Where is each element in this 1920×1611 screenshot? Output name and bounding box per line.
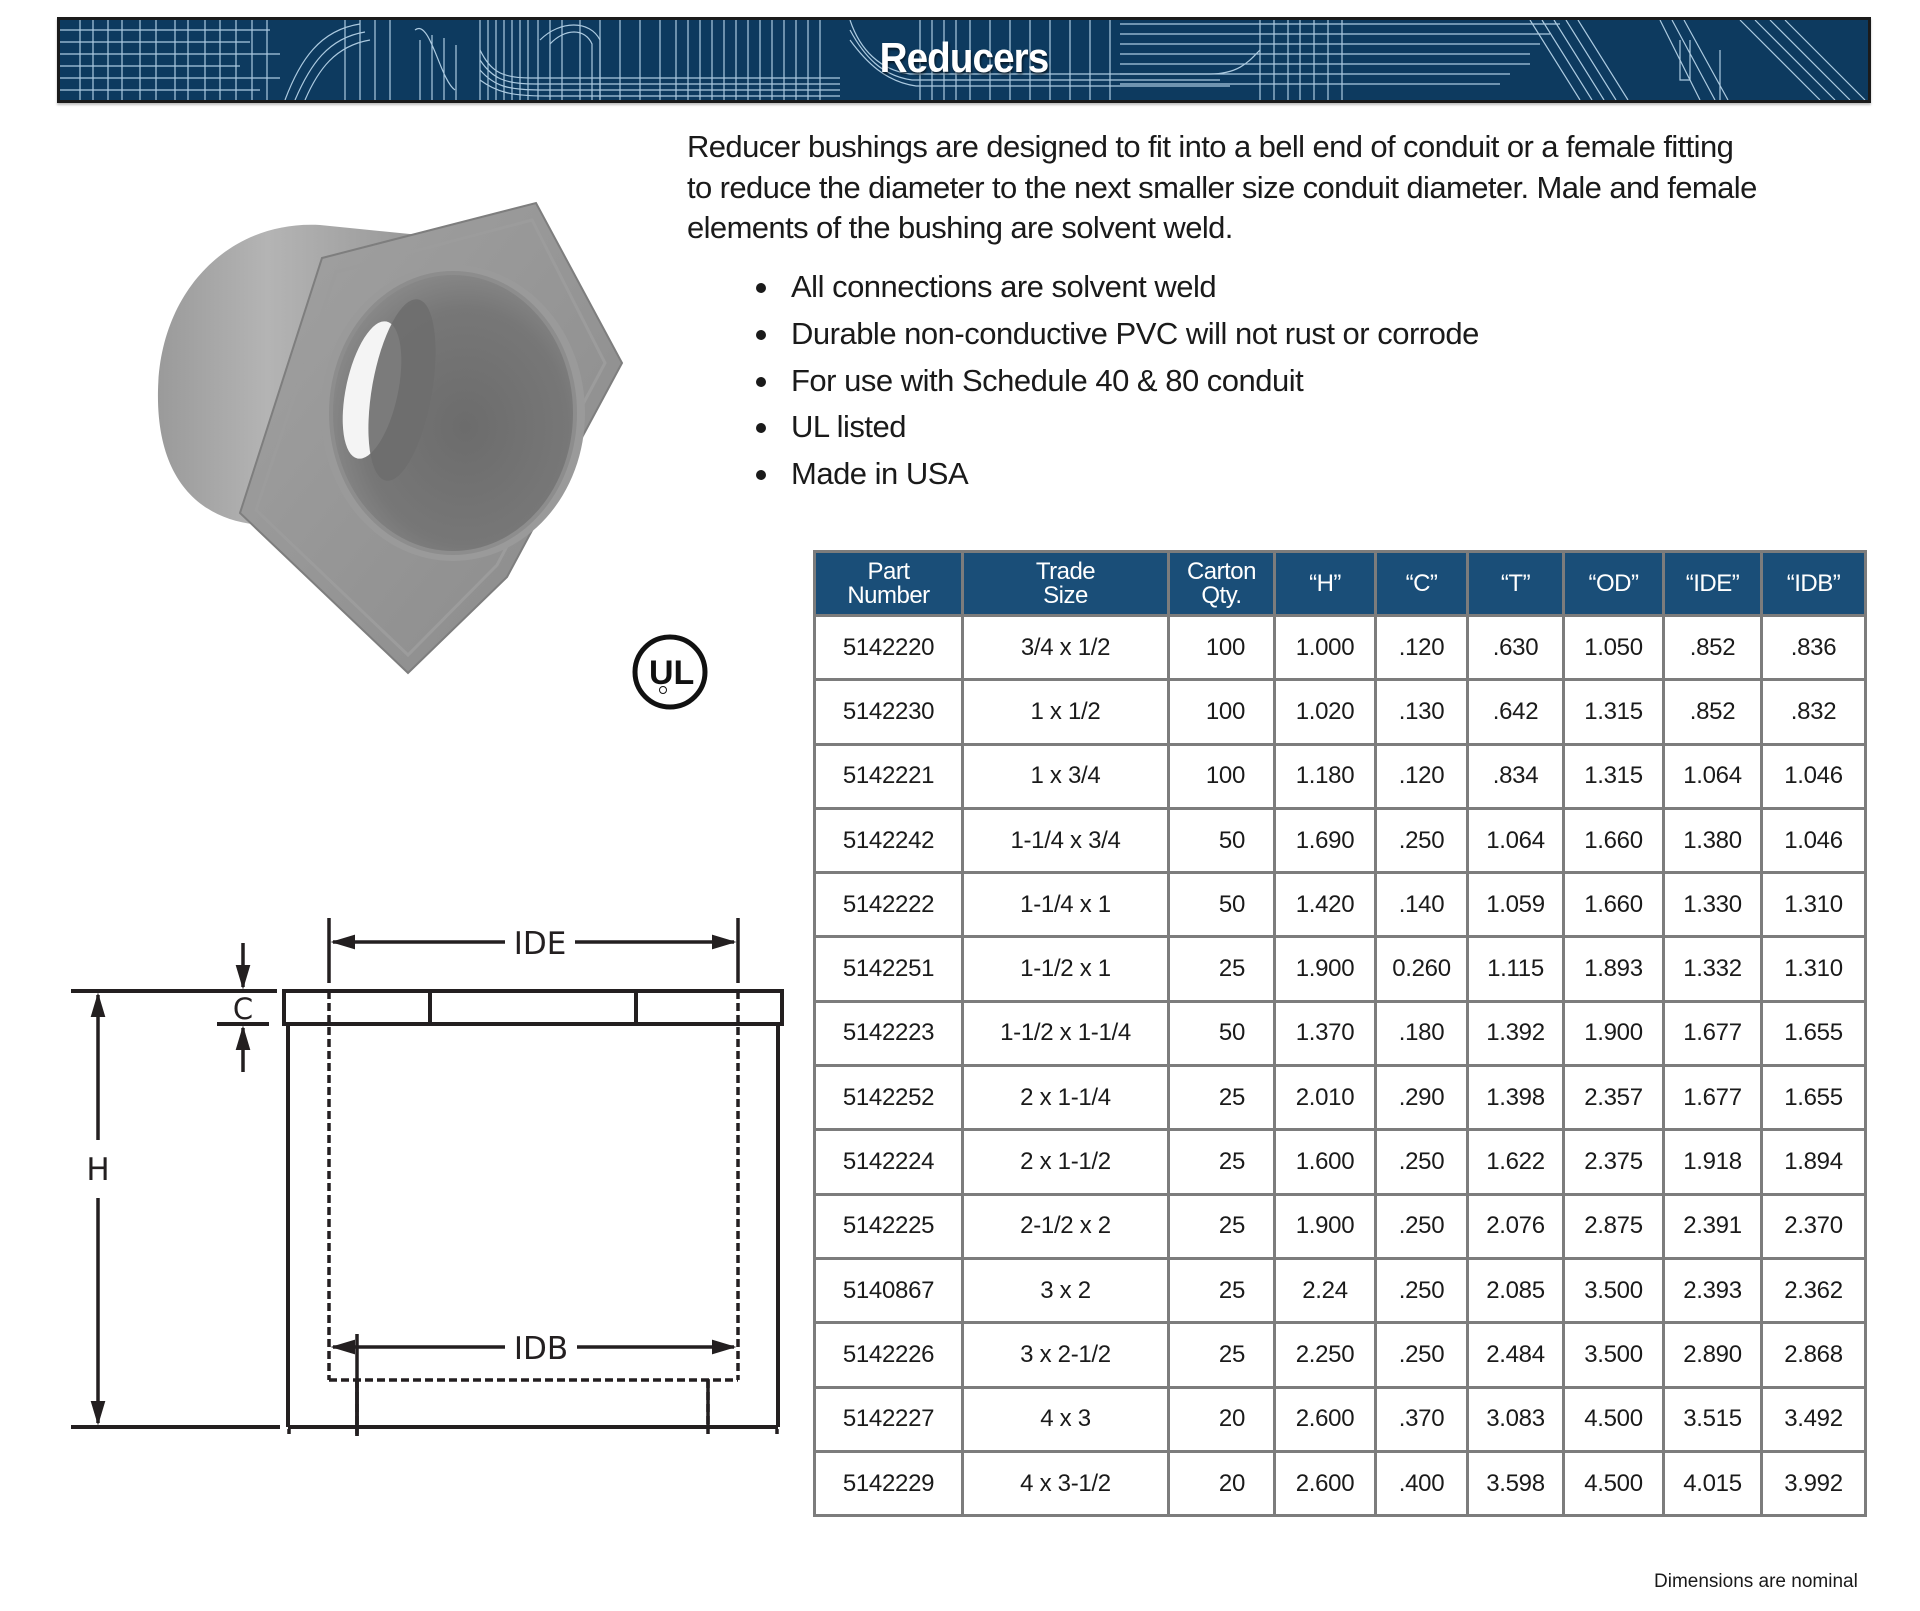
cell-part-number: 5142229 [815,1451,963,1515]
table-row [815,680,1866,744]
col-header-carton-qty: Carton Qty. [1169,552,1275,616]
cell-carton-qty: 50 [1169,1001,1275,1065]
cell-h: 1.370 [1275,1001,1376,1065]
cell-c: .370 [1376,1387,1468,1451]
cell-c: .120 [1376,616,1468,680]
table-row [815,616,1866,680]
cell-part-number: 5142223 [815,1001,963,1065]
cell-carton-qty: 25 [1169,1323,1275,1387]
label-idb: IDB [513,1331,569,1367]
cell-od: 1.900 [1564,1001,1664,1065]
cell-trade-size: 1 x 3/4 [963,744,1169,808]
cell-h: 1.900 [1275,937,1376,1001]
product-photo-reducer-bushing [140,180,660,680]
cell-part-number: 5142226 [815,1323,963,1387]
cell-carton-qty: 25 [1169,1066,1275,1130]
table-row [815,1387,1866,1451]
cell-h: 2.010 [1275,1066,1376,1130]
cell-part-number: 5142225 [815,1194,963,1258]
table-row [815,744,1866,808]
cell-ide: .852 [1664,616,1762,680]
cell-od: 2.375 [1564,1130,1664,1194]
col-header-h: “H” [1275,552,1376,616]
cell-c: .250 [1376,1194,1468,1258]
cell-trade-size: 1-1/2 x 1-1/4 [963,1001,1169,1065]
section-banner [57,17,1871,103]
cell-carton-qty: 25 [1169,1258,1275,1322]
cell-idb: 1.310 [1762,937,1866,1001]
cell-c: .140 [1376,873,1468,937]
cell-c: 0.260 [1376,937,1468,1001]
t-od-dimensions [270,1300,810,1435]
cell-ide: 1.380 [1664,808,1762,872]
cell-idb: 2.370 [1762,1194,1866,1258]
cell-ide: 1.677 [1664,1066,1762,1130]
feature-item: Durable non-conductive PVC will not rust or corrode [705,311,1479,358]
cell-od: 4.500 [1564,1451,1664,1515]
cell-od: 2.357 [1564,1066,1664,1130]
cell-c: .400 [1376,1451,1468,1515]
col-header-part-number: Part Number [815,552,963,616]
cell-trade-size: 1-1/4 x 3/4 [963,808,1169,872]
cell-trade-size: 4 x 3-1/2 [963,1451,1169,1515]
cell-ide: 4.015 [1664,1451,1762,1515]
table-row [815,1323,1866,1387]
table-row [815,937,1866,1001]
cell-t: .642 [1468,680,1564,744]
cell-part-number: 5140867 [815,1258,963,1322]
cell-trade-size: 1 x 1/2 [963,680,1169,744]
cell-trade-size: 3 x 2 [963,1258,1169,1322]
cell-od: 1.660 [1564,808,1664,872]
cell-od: 3.500 [1564,1323,1664,1387]
cell-trade-size: 1-1/2 x 1 [963,937,1169,1001]
cell-t: .834 [1468,744,1564,808]
cell-h: 1.420 [1275,873,1376,937]
ul-listed-logo-icon [630,632,710,712]
cell-t: 3.083 [1468,1387,1564,1451]
cell-part-number: 5142222 [815,873,963,937]
cell-h: 1.600 [1275,1130,1376,1194]
cell-c: .250 [1376,808,1468,872]
spec-table [813,550,1867,1517]
cell-idb: 1.655 [1762,1001,1866,1065]
cell-h: 2.24 [1275,1258,1376,1322]
feature-list [705,264,1479,498]
cell-carton-qty: 50 [1169,808,1275,872]
dimensions-footnote: Dimensions are nominal [1654,1571,1858,1592]
cell-carton-qty: 25 [1169,1194,1275,1258]
cell-idb: 1.894 [1762,1130,1866,1194]
cell-trade-size: 2 x 1-1/2 [963,1130,1169,1194]
cell-part-number: 5142242 [815,808,963,872]
cell-part-number: 5142227 [815,1387,963,1451]
cell-t: 1.622 [1468,1130,1564,1194]
description-line: elements of the bushing are solvent weld. [687,210,1233,245]
cell-c: .290 [1376,1066,1468,1130]
cell-t: 1.398 [1468,1066,1564,1130]
cell-h: 1.000 [1275,616,1376,680]
feature-item: UL listed [705,404,1479,451]
bullet-icon [756,470,766,480]
cell-trade-size: 1-1/4 x 1 [963,873,1169,937]
col-header-od: “OD” [1564,552,1664,616]
cell-t: 1.115 [1468,937,1564,1001]
svg-text:UL: UL [649,654,695,692]
feature-item: All connections are solvent weld [705,264,1479,311]
cell-od: 1.050 [1564,616,1664,680]
cell-h: 1.690 [1275,808,1376,872]
cell-t: 1.064 [1468,808,1564,872]
cell-ide: 1.918 [1664,1130,1762,1194]
bullet-icon [756,423,766,433]
cell-c: .250 [1376,1258,1468,1322]
table-row [815,873,1866,937]
col-header-t: “T” [1468,552,1564,616]
cell-trade-size: 2-1/2 x 2 [963,1194,1169,1258]
cell-carton-qty: 100 [1169,744,1275,808]
cell-c: .180 [1376,1001,1468,1065]
feature-item: For use with Schedule 40 & 80 conduit [705,358,1479,405]
table-row [815,1001,1866,1065]
cell-idb: 2.362 [1762,1258,1866,1322]
dimension-diagram-footer [250,1432,810,1611]
col-header-ide: “IDE” [1664,552,1762,616]
cell-ide: 2.391 [1664,1194,1762,1258]
feature-item: Made in USA [705,451,1479,498]
table-body [815,616,1866,1516]
cell-od: 1.315 [1564,744,1664,808]
cell-t: 1.392 [1468,1001,1564,1065]
table-row [815,1194,1866,1258]
cell-carton-qty: 50 [1169,873,1275,937]
cell-part-number: 5142251 [815,937,963,1001]
cell-od: 1.660 [1564,873,1664,937]
cell-od: 1.315 [1564,680,1664,744]
cell-c: .250 [1376,1130,1468,1194]
cell-idb: .832 [1762,680,1866,744]
cell-ide: 3.515 [1664,1387,1762,1451]
cell-h: 1.180 [1275,744,1376,808]
cell-ide: .852 [1664,680,1762,744]
cell-c: .130 [1376,680,1468,744]
cell-t: .630 [1468,616,1564,680]
table-header-row [815,552,1866,616]
cell-c: .250 [1376,1323,1468,1387]
cell-trade-size: 3 x 2-1/2 [963,1323,1169,1387]
col-header-trade-size: Trade Size [963,552,1169,616]
cell-ide: 1.330 [1664,873,1762,937]
cell-t: 3.598 [1468,1451,1564,1515]
cell-od: 3.500 [1564,1258,1664,1322]
cell-t: 2.085 [1468,1258,1564,1322]
col-header-idb: “IDB” [1762,552,1866,616]
cell-idb: 3.492 [1762,1387,1866,1451]
page-title: Reducers [879,34,1049,81]
cell-part-number: 5142252 [815,1066,963,1130]
cell-ide: 1.677 [1664,1001,1762,1065]
cell-ide: 1.064 [1664,744,1762,808]
cell-idb: 3.992 [1762,1451,1866,1515]
description-line: to reduce the diameter to the next smaller size conduit diameter. Male and female [687,169,1757,205]
cell-carton-qty: 25 [1169,1130,1275,1194]
cell-idb: 1.655 [1762,1066,1866,1130]
cell-trade-size: 4 x 3 [963,1387,1169,1451]
bullet-icon [756,377,766,387]
cell-idb: 1.310 [1762,873,1866,937]
cell-od: 4.500 [1564,1387,1664,1451]
cell-part-number: 5142221 [815,744,963,808]
col-header-c: “C” [1376,552,1468,616]
cell-t: 2.076 [1468,1194,1564,1258]
label-h: H [86,1152,110,1188]
cell-h: 1.020 [1275,680,1376,744]
table-row [815,808,1866,872]
cell-od: 1.893 [1564,937,1664,1001]
cell-c: .120 [1376,744,1468,808]
cell-h: 2.250 [1275,1323,1376,1387]
cell-carton-qty: 25 [1169,937,1275,1001]
cell-idb: .836 [1762,616,1866,680]
cell-h: 2.600 [1275,1387,1376,1451]
cell-part-number: 5142220 [815,616,963,680]
label-ide: IDE [513,926,567,962]
cell-ide: 2.890 [1664,1323,1762,1387]
bullet-icon [756,330,766,340]
cell-carton-qty: 100 [1169,616,1275,680]
table-row [815,1066,1866,1130]
table-row [815,1451,1866,1515]
description-line: Reducer bushings are designed to fit into a bell end of conduit or a female fitting [687,129,1734,164]
cell-trade-size: 2 x 1-1/4 [963,1066,1169,1130]
bullet-icon [756,283,766,293]
cell-od: 2.875 [1564,1194,1664,1258]
product-description [687,127,1867,249]
cell-t: 1.059 [1468,873,1564,937]
table-row [815,1258,1866,1322]
cell-carton-qty: 20 [1169,1387,1275,1451]
cell-part-number: 5142230 [815,680,963,744]
cell-carton-qty: 100 [1169,680,1275,744]
label-c: C [232,992,254,1026]
cell-t: 2.484 [1468,1323,1564,1387]
cell-h: 1.900 [1275,1194,1376,1258]
cell-idb: 1.046 [1762,808,1866,872]
cell-carton-qty: 20 [1169,1451,1275,1515]
cell-idb: 2.868 [1762,1323,1866,1387]
table-row [815,1130,1866,1194]
cell-ide: 2.393 [1664,1258,1762,1322]
cell-part-number: 5142224 [815,1130,963,1194]
cell-idb: 1.046 [1762,744,1866,808]
cell-ide: 1.332 [1664,937,1762,1001]
cell-trade-size: 3/4 x 1/2 [963,616,1169,680]
cell-h: 2.600 [1275,1451,1376,1515]
